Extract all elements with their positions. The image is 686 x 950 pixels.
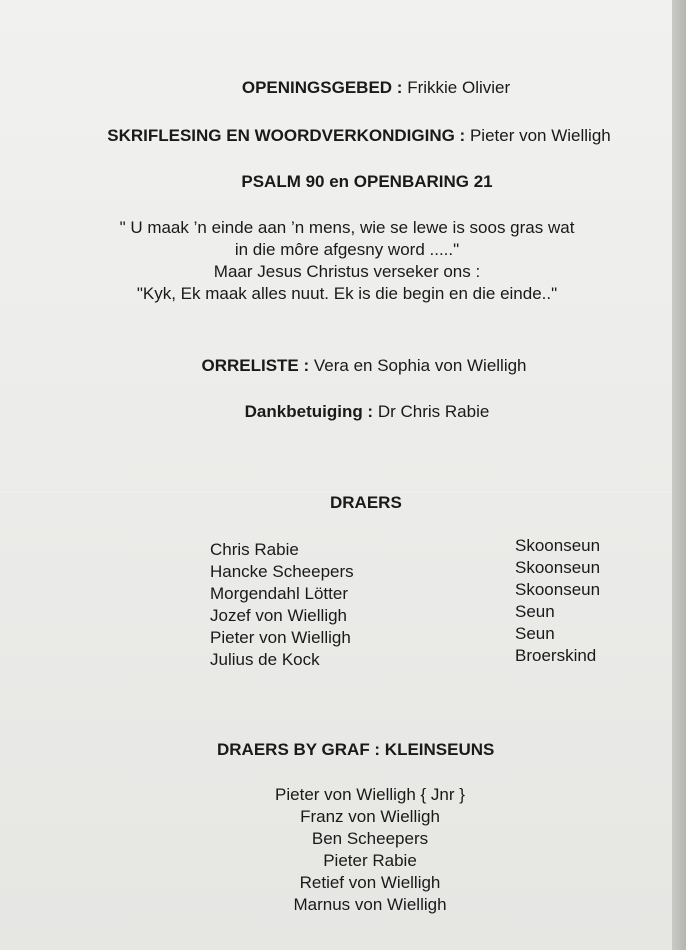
scripture-reference: PSALM 90 en OPENBARING 21 [241,172,493,191]
grandson-name: Pieter von Wielligh { Jnr } [275,785,465,804]
pallbearer-name: Hancke Scheepers [210,562,354,581]
grandson-name: Marnus von Wielligh [293,895,447,914]
quote-line: Maar Jesus Christus verseker ons : [213,262,481,281]
grandson-name: Pieter Rabie [323,851,417,870]
scripture-quote [0,217,672,305]
pallbearer-relation: Skoonseun [515,580,601,599]
quote-line: "Kyk, Ek maak alles nuut. Ek is die begin en die einde.." [136,284,558,303]
organist-label: ORRELISTE : [201,356,310,375]
pallbearer-names [210,539,354,671]
pallbearer-relation: Skoonseun [515,558,601,577]
organist-names: Vera en Sophia von Wielligh [313,356,527,375]
grandson-name: Franz von Wielligh [300,807,440,826]
grandsons-list [190,784,550,916]
grandson-name: Ben Scheepers [311,829,429,848]
opening-prayer-line [0,78,672,98]
pallbearers-heading: DRAERS [330,493,402,512]
opening-prayer-name: Frikkie Olivier [407,78,511,97]
opening-prayer-label: OPENINGSGEBED : [241,78,403,97]
page-edge-shadow [672,0,686,950]
grandson-name: Retief von Wielligh [299,873,441,892]
acknowledgement-name: Dr Chris Rabie [377,402,490,421]
graveside-pallbearers-heading: DRAERS BY GRAF : KLEINSEUNS [217,740,495,759]
scripture-reading-line [0,126,672,146]
acknowledgement-label: Dankbetuiging : [244,402,374,421]
pallbearer-relation: Skoonseun [515,536,601,555]
pallbearer-name: Morgendahl Lötter [210,584,348,603]
scripture-reading-label: SKRIFLESING EN WOORDVERKONDIGING : [107,126,466,145]
quote-line: in die môre afgesny word ....." [234,240,460,259]
organist-line [0,356,672,376]
pallbearer-relations [515,535,600,667]
pallbearer-relation: Seun [515,602,555,621]
pallbearer-name: Julius de Kock [210,650,320,669]
pallbearer-relation: Broerskind [515,646,597,665]
pallbearer-name: Chris Rabie [210,540,299,559]
acknowledgement-line [0,402,672,422]
paper-fold [0,490,672,492]
pallbearer-name: Pieter von Wielligh [210,628,351,647]
quote-line: " U maak ’n einde aan ’n mens, wie se lewe is soos gras wat [119,218,575,237]
pallbearer-relation: Seun [515,624,555,643]
scripture-reading-name: Pieter von Wielligh [469,126,611,145]
pallbearer-name: Jozef von Wielligh [210,606,348,625]
